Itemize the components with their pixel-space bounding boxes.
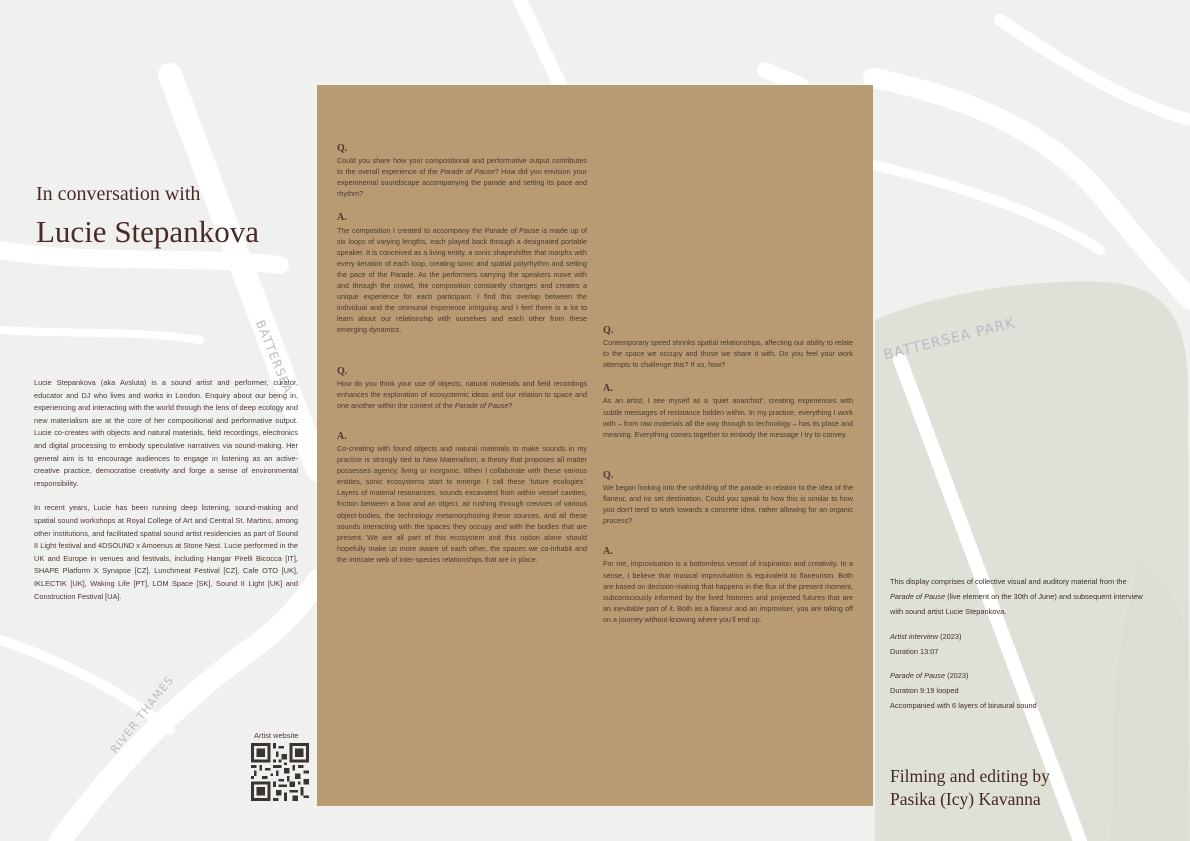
answer-marker: A. [337, 212, 347, 224]
answer-1: The composition I created to accompany the Parade of Pause is made up of six loops of varying lengths, each played back through a designated portable speaker. It is conceived as a living entity, a sonic shapeshifter that morphs with every iteration of each loop, creating sonic and spatial polyrhythm and setting the pace of the Parade. As the performers carrying the speakers move with and through the crowd, the composition constantly changes and creates a unique experience for each participant. I find this overlap between the individual and the ommunal experience intriguing and I feel there is a lot to learn about our relationship with ourselves and each other from these emerging dynamics. [337, 225, 588, 335]
artist-interview-title: Artist interview (2023) [890, 631, 962, 641]
artist-website-qr[interactable] [251, 731, 313, 801]
interview-column-left [337, 143, 587, 565]
map-label-river-thames: RIVER THAMES [108, 673, 177, 757]
artist-bio [34, 377, 298, 615]
intro-kicker: In conversation with [36, 183, 201, 205]
answer-3: As an artist, I see myself as a ‘quiet anarchist’, creating experiences with subtle messages of resistance hidden within. In my practice, everything I work with – from raw materials all the way through to technology – has its place and meaning. Everything comes together to embody the message I try to convey. [603, 396, 853, 439]
question-marker: Q. [603, 469, 614, 481]
qr-code-icon[interactable] [251, 743, 309, 801]
answer-4: For me, improvisation is a bottomless vessel of inspiration and creativity. In a sense, I believe that musical improvisation is equivalent to flaneurism. Both are based on decision-making that happens in the flux of the present moment, subconsciously informed by the lived histories and projected futures that are an inevitable part of it. Both as a flaneur and an improviser, you are taking off on a journey without knowing where you’ll end up. [603, 559, 853, 624]
parade-duration: Duration 9:19 looped [890, 686, 959, 696]
question-1: Could you share how your compositional and performative output contributes to the overall experience of the Parade of Pause? How did you envision your experimental soundscape accompanying the parade and setting its pace and rhythm? [337, 156, 587, 199]
answer-marker: A. [337, 430, 347, 442]
bio-paragraph: In recent years, Lucie has been running deep listening, sound-making and spatial sound workshops at Royal College of Art and Central St. Martins, among other institutions, and facilitated spatial sound artist residencies as part of Sound II Light festival and 4DSOUND x Amoenus at Stone Nest. Lucie performed in the UK and Europe in venues and festivals, including Hangar Pirelli Bicocca [IT], SHAPE Platform X Synapse [CZ], Lunchmeat Festival [CZ], Cafe OTO [UK], IKLECTIK [UK], Waking Life [PT], LOM Space [SK], Sound II Light [UK] and Construction Festival [UA]. [34, 503, 298, 601]
credit-title: Filming and editing by [890, 766, 1050, 786]
parade-note: Accompanied with 6 layers of binaural sound [890, 701, 1037, 711]
credit-name: Pasika (Icy) Kavanna [890, 789, 1041, 809]
map-label-battersea-park: BATTERSEA PARK [882, 315, 1018, 364]
question-marker: Q. [337, 365, 348, 377]
answer-marker: A. [603, 546, 613, 558]
parade-title: Parade of Pause (2023) [890, 671, 969, 681]
artist-name-heading: Lucie Stepankova [36, 214, 259, 249]
question-4: We began looking into the unfolding of the parade in relation to the idea of the flaneur, and no set destination. Could you speak to how this is similar to how you don’t tend to work towards a concrete idea, rather allowing for an organic process? [603, 482, 853, 526]
interview-column-right [603, 325, 853, 625]
display-description: This display comprises of collective visual and auditory material from the Parade of Pause (live element on the 30th of June) and subsequent interview with sound artist Lucie Stepankova. [890, 577, 1143, 617]
interview-panel [317, 85, 873, 806]
question-marker: Q. [603, 325, 614, 336]
question-2: How do you think your use of objects, natural materials and field recordings enhances the exploration of ecosystemic ideas and our relation to space and one another within the context of the Parade of Pause? [337, 378, 587, 410]
question-marker: Q. [337, 143, 348, 154]
bio-paragraph: Lucie Stepankova (aka Avsluta) is a sound artist and performer, curator, educator and DJ who lives and works in London. Enquiry about our being in, experiencing and interacting with the world through the lens of deep ecology and new materialism are at the core of her compositional and performative output. Lucie co-creates with objects and natural materials, field recordings, electronics and digital processing to embody speculative narratives via sound-making. Her general aim is to encourage audiences to engage in listening as an active-creative practice, democratise creativity and forge a sense of environmental responsibility. [34, 378, 298, 488]
display-info [890, 574, 1152, 714]
map-label-battersea: BATTERSEA [253, 318, 296, 396]
answer-2: Co-creating with found objects and natural materials to make sounds in my practice is strongly tied to New Materialism, a theory that proposes all matter possesses agency, living or inorganic. When I collaborate with these various entities, sonic ecosystems start to emerge. I call these ‘future ecologies’. Layers of material resonances, sounds excavated from within vessel cavities, friction between a bow and an object, air rushing through crevices of various object-bodies, the technology metamorphosing these sources, and all these sounds interacting with the spaces they occupy and with the bodies that are present. We are all part of this ecosystem and this notion alone should hopefully make us more aware of each other, the spaces we co-inhabit and the intricate web of inter-species relationships that are in place. [337, 443, 587, 564]
qr-label: Artist website [254, 731, 299, 740]
artist-interview-duration: Duration 13:07 [890, 646, 939, 656]
answer-marker: A. [603, 383, 613, 395]
question-3: Contemporary speed shrinks spatial relationships, affecting our ability to relate to the space we occupy and those we share it with. Do you feel your work attempts to challenge this? If so, how? [603, 338, 853, 370]
